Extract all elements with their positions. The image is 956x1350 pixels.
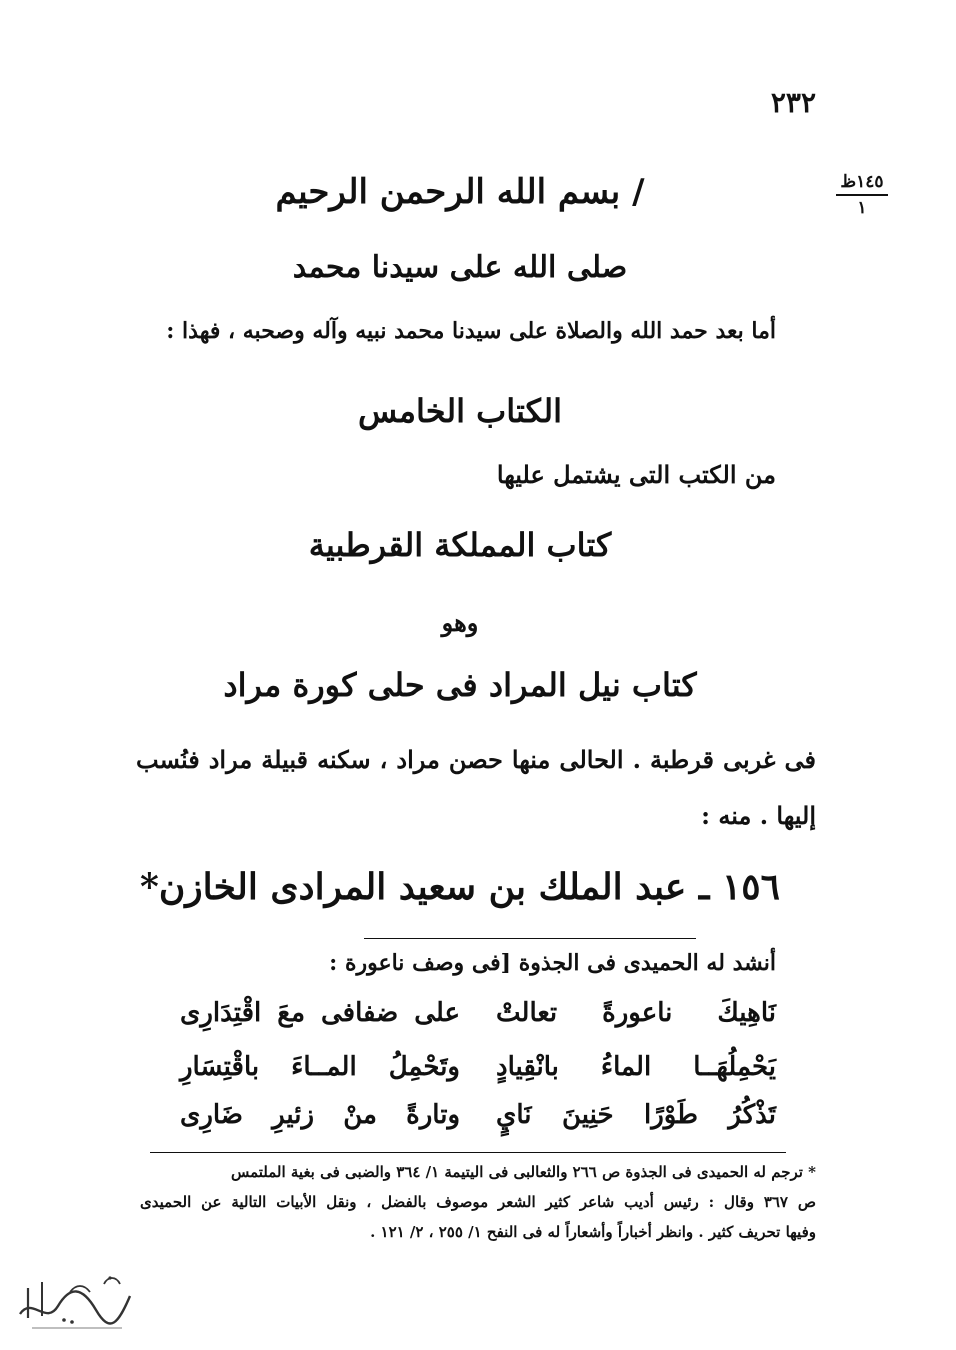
recitation-intro: أنشد له الحميدى فى الجذوة [فى وصف ناعورة :: [329, 950, 776, 976]
from-books-line: من الكتب التى يشتمل عليها: [496, 460, 776, 489]
verse-first-hemistich: تَذْكُرُ طَوْرًا حَنِينَ نَايٍ: [496, 1100, 776, 1130]
description-line-1: فى غربى قرطبة . الحالى منها حصن مراد ، سكنه قبيلة مراد فنُسب: [136, 745, 816, 774]
footnote-line-3: وفيها تحريف كثير . وانظر أخباراً وأشعاراً له فى النفح ١/ ٢٥٥ ، ٢/ ١٢١ .: [370, 1223, 816, 1241]
basmala: / بسم الله الرحمن الرحيم: [275, 172, 645, 212]
footnote-line-1: * ترجم له الحميدى فى الجذوة ص ٢٦٦ والثعالبى فى اليتيمة ١/ ٣٦٤ والضبى فى بغية الملتمس: [230, 1163, 816, 1181]
manuscript-folio-reference: [836, 172, 888, 218]
description-line-2: إليها . منه :: [701, 801, 816, 830]
page-number: ٢٣٢: [770, 86, 816, 119]
intro-line: أما بعد حمد الله والصلاة على سيدنا محمد نبيه وآله وصحبه ، فهذا :: [166, 318, 776, 344]
footnote-line-2: ص ٣٦٧ وقال : رئيس أديب شاعر كثير الشعر موصوف بالفضل ، ونقل الأبيات التالية عن الحميدى: [140, 1193, 816, 1211]
verse-first-hemistich: يَحْمِلُهَــا الماءُ بانْقِيادٍ: [496, 1052, 776, 1082]
verse-line: [180, 1100, 776, 1144]
entry-heading: ١٥٦ ـ عبد الملك بن سعيد المرادى الخازن*: [140, 866, 780, 908]
library-stamp-logo: [12, 1266, 138, 1336]
salat-line: صلى الله على سيدنا محمد: [292, 250, 628, 285]
verse-line: [180, 1052, 776, 1096]
heading-separator: [364, 938, 696, 939]
verse-first-hemistich: نَاهِيكَ ناعورةً تعالتْ: [496, 998, 776, 1028]
verse-line: [180, 998, 776, 1042]
folio-side: ١: [857, 198, 867, 218]
verse-second-hemistich: على ضفافى معَ اقْتِدَارِى: [180, 998, 460, 1028]
kingdom-title: كتاب المملكة القرطبية: [308, 526, 612, 564]
verse-second-hemistich: وتَحْمِلُ المــاءَ باقْتِسَارِ: [180, 1052, 460, 1082]
footnote-rule: [150, 1152, 786, 1153]
verse-second-hemistich: وتارةً منْ زئيرِ ضَارِى: [180, 1100, 460, 1130]
folio-number: ١٤٥ظ: [836, 172, 888, 196]
sub-book-title: كتاب نيل المراد فى حلى كورة مراد: [223, 666, 697, 704]
book-title: الكتاب الخامس: [358, 392, 562, 430]
and-it-is-line: وهو: [441, 608, 479, 637]
